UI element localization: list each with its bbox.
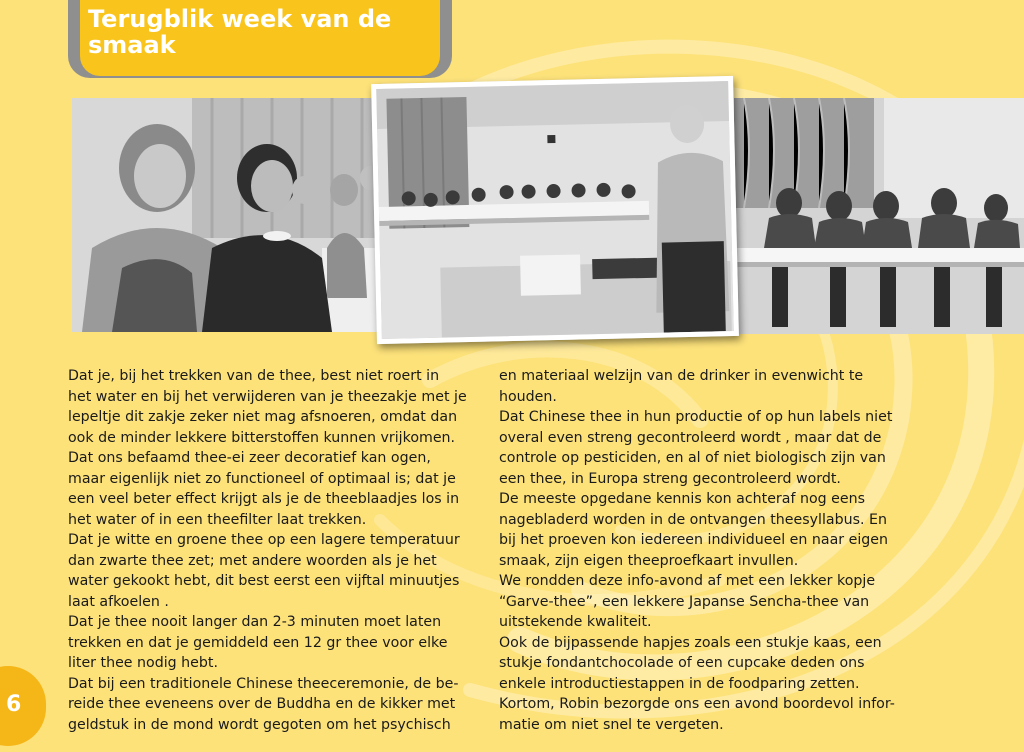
text-line: lepeltje dit zakje zeker niet mag afsnoeren, omdat dan [68, 409, 458, 425]
text-line: Dat ons befaamd thee-ei zeer decoratief kan ogen, [68, 450, 431, 466]
text-line: dan zwarte thee zet; met andere woorden als je het [68, 552, 437, 569]
text-line: controle op pesticiden, en al of niet biologisch zijn van [499, 450, 886, 466]
text-line: houden. [499, 388, 557, 405]
article-column-left [68, 366, 467, 735]
page-number: 6 [6, 692, 22, 717]
text-line: Kortom, Robin bezorgde ons een avond boordevol infor- [499, 696, 895, 712]
text-line: Dat Chinese thee in hun productie of op hun labels niet [499, 409, 893, 425]
text-line: enkele introductiestappen in de foodparing zetten. [499, 675, 860, 692]
text-line: Dat bij een traditionele Chinese theeceremonie, de be- [68, 675, 459, 692]
text-line: uitstekende kwaliteit. [499, 614, 652, 630]
text-line: laat afkoelen . [68, 593, 169, 610]
text-line: een thee, in Europa streng gecontroleerd wordt. [499, 470, 841, 487]
text-line: en materiaal welzijn van de drinker in evenwicht te [499, 368, 864, 384]
text-line: maar eigenlijk niet zo functioneel of optimaal is; dat je [68, 470, 456, 487]
photo-tasting-women [72, 98, 382, 332]
article-column-right [499, 366, 895, 735]
photo-presenter [371, 76, 739, 344]
text-line: geldstuk in de mond wordt gegoten om het psychisch [68, 716, 451, 733]
text-line: “Garve-thee”, een lekkere Japanse Sencha-thee van [499, 593, 870, 610]
text-line: smaak, zijn eigen theeproefkaart invullen. [499, 552, 799, 569]
text-line: ook de minder lekkere bitterstoffen kunnen vrijkomen. [68, 429, 456, 446]
text-line: liter thee nodig hebt. [68, 655, 218, 671]
text-line: overal even streng gecontroleerd wordt , maar dat de [499, 429, 882, 446]
page-title-line-2: smaak [88, 31, 176, 59]
text-line: een veel beter effect krijgt als je de theeblaadjes los in [68, 491, 460, 507]
text-line: het water of in een theefilter laat trekken. [68, 511, 367, 528]
text-line: Dat je, bij het trekken van de thee, best niet roert in [68, 368, 440, 384]
page-title [88, 6, 428, 58]
text-line: reide thee eveneens over de Buddha en de kikker met [68, 696, 456, 712]
page-title-line-1: Terugblik week van de [88, 5, 392, 33]
text-line: matie om niet snel te vergeten. [499, 716, 724, 733]
text-line: Ook de bijpassende hapjes zoals een stukje kaas, een [499, 634, 882, 651]
text-line: Dat je witte en groene thee op een lagere temperatuur [68, 532, 460, 548]
text-line: stukje fondantchocolade of een cupcake deden ons [499, 655, 865, 671]
text-line: water gekookt hebt, dit best eerst een vijftal minuutjes [68, 573, 460, 589]
text-line: bij het proeven kon iedereen individueel en naar eigen [499, 532, 889, 548]
text-line: het water en bij het verwijderen van je theezakje met je [68, 388, 467, 405]
text-line: Dat je thee nooit langer dan 2-3 minuten moet laten [68, 614, 442, 630]
photo-tasting-table [734, 98, 1024, 334]
text-line: nagebladerd worden in de ontvangen theesyllabus. En [499, 511, 887, 528]
text-line: trekken en dat je gemiddeld een 12 gr thee voor elke [68, 634, 448, 651]
text-line: De meeste opgedane kennis kon achteraf nog eens [499, 491, 865, 507]
text-line: We rondden deze info-avond af met een lekker kopje [499, 573, 876, 589]
